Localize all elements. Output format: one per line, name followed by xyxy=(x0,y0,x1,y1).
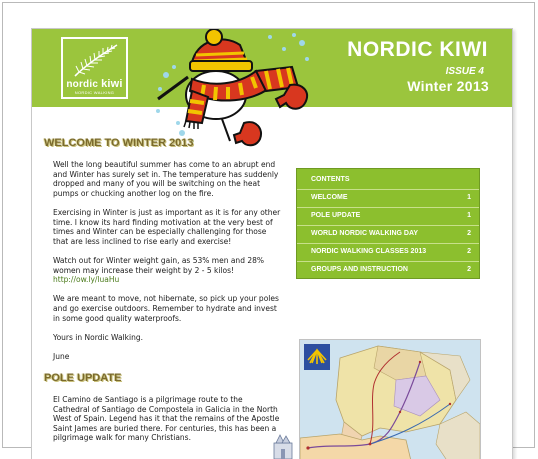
welcome-signature: June xyxy=(53,351,70,361)
welcome-paragraph: Exercising in Winter is just as important as it is for any other time. I know its hard finding motivation at the very best of times and Winter can be especially challenging for those that are less inclined to rise early and exercise! xyxy=(53,207,281,246)
logo-tagline: NORDIC WALKING xyxy=(74,90,115,95)
contents-divider xyxy=(297,225,479,226)
nordic-kiwi-logo xyxy=(61,37,128,99)
welcome-link[interactable]: http://ow.ly/luaHu xyxy=(53,275,120,285)
contents-divider xyxy=(297,207,479,208)
camino-map-image xyxy=(299,339,481,459)
document-frame xyxy=(2,2,535,448)
pole-update-paragraph: El Camino de Santiago is a pilgrimage route to the Cathedral of Santiago de Compostela in Galicia in the North West of Spain. Legend has it that the remains of the Apostle Saint James are buried there. For centuries, this has been a pilgrimage walk for many Christians. xyxy=(53,395,280,443)
issue-number: ISSUE 4 xyxy=(445,66,484,77)
welcome-article xyxy=(53,160,281,371)
contents-item-classes[interactable]: NORDIC WALKING CLASSES 2013 2 xyxy=(311,248,471,255)
contents-item-welcome[interactable]: WELCOME 1 xyxy=(311,194,471,201)
welcome-paragraph: We are meant to move, not hibernate, so pick up your poles and go exercise outdoors. Remember to hydrate and invest in some good quality waterproofs. xyxy=(53,294,279,323)
contents-item-pole-update[interactable]: POLE UPDATE 1 xyxy=(311,212,471,219)
logo-wordmark: nordic kiwi xyxy=(66,78,123,90)
contents-item-groups[interactable]: GROUPS AND INSTRUCTION 2 xyxy=(311,266,471,273)
camino-map-icon xyxy=(300,340,480,459)
fern-icon xyxy=(69,42,121,78)
winter-kiwi-mascot-icon xyxy=(152,29,312,149)
welcome-paragraph: Watch out for Winter weight gain, as 53% men and 28% women may increase their weight by 2 - 5 kilos! xyxy=(53,255,265,275)
newsletter-page xyxy=(31,28,513,459)
contents-divider xyxy=(297,189,479,190)
newsletter-title: NORDIC KIWI xyxy=(347,38,488,61)
contents-divider xyxy=(297,261,479,262)
welcome-heading: WELCOME TO WINTER 2013 xyxy=(44,137,194,149)
pole-update-heading: POLE UPDATE xyxy=(44,372,122,384)
issue-season: Winter 2013 xyxy=(407,78,489,94)
cathedral-icon xyxy=(272,433,294,459)
welcome-paragraph: Well the long beautiful summer has come to an abrupt end and Winter has surely set in. The temperature has suddenly dropped and many of you will be switching on the heat pumps or chucking another log on the fire. xyxy=(53,160,279,198)
pole-update-article xyxy=(53,395,281,453)
contents-title: CONTENTS xyxy=(311,176,350,183)
contents-item-world-day[interactable]: WORLD NORDIC WALKING DAY 2 xyxy=(311,230,471,237)
contents-divider xyxy=(297,243,479,244)
welcome-paragraph: Yours in Nordic Walking. xyxy=(53,332,143,342)
contents-box xyxy=(296,168,480,279)
